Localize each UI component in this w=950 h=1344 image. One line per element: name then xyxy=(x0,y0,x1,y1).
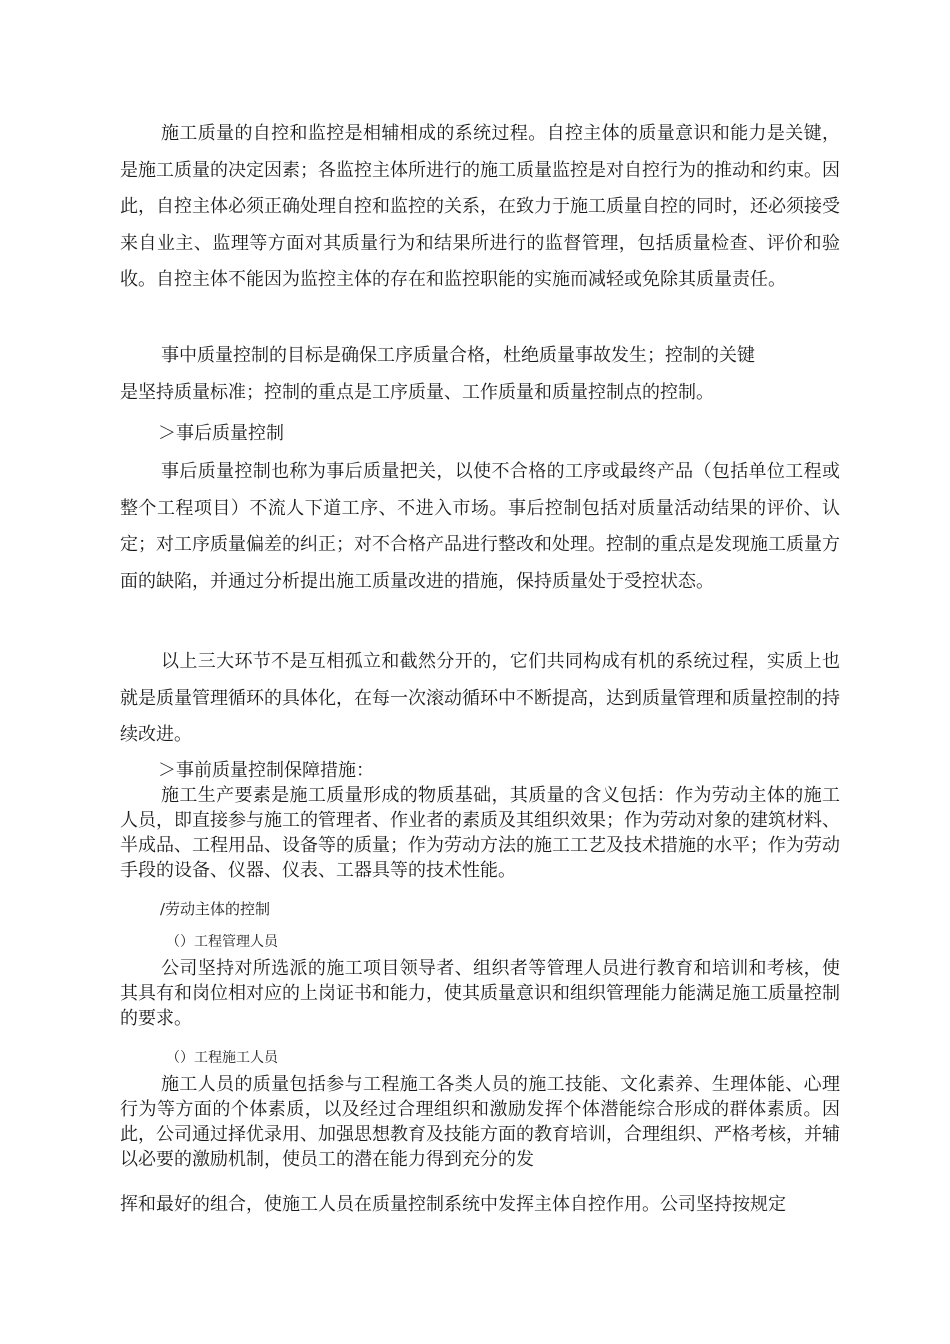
paragraph-post-control: 事后质量控制也称为事后质量把关，以使不合格的工序或最终产品（包括单位工程或整个工程项目）不流人下道工序、不进入市场。事后控制包括对质量活动结果的评价、认定；对工序质量偏差的纠正；对不合格产品进行整改和处理。控制的重点是发现施工质量方面的缺陷，并通过分析提出施工质量改进的措施，保持质量处于受控状态。 xyxy=(120,461,840,592)
paragraph-in-process-line1: 事中质量控制的目标是确保工序质量合格，杜绝质量事故发生；控制的关键 xyxy=(161,345,755,366)
paragraph-construction-workers: 施工人员的质量包括参与工程施工各类人员的施工技能、文化素养、生理体能、心理行为等方面的个体素质，以及经过合理组织和激励发挥个体潜能综合形成的群体素质。因此，公司通过择优录用、加强思想教育及技能方面的教育培训，合理组织、严格考核，并辅以必要的激励机制，使员工的潜在能力得到充分的发 xyxy=(120,1074,840,1170)
paragraph-production-factors: 施工生产要素是施工质量形成的物质基础，其质量的含义包括：作为劳动主体的施工人员，即直接参与施工的管理者、作业者的素质及其组织效果；作为劳动对象的建筑材料、半成品、工程用品、设备等的质量；作为劳动方法的施工工艺及技术措施的水平；作为劳动手段的设备、仪器、仪表、工器具等的技术性能。 xyxy=(120,785,840,881)
heading-construction-workers: （）工程施工人员 xyxy=(166,1050,278,1066)
paragraph-continuation: 挥和最好的组合，使施工人员在质量控制系统中发挥主体自控作用。公司坚持按规定 xyxy=(120,1194,786,1215)
paragraph-three-stages: 以上三大环节不是互相孤立和截然分开的，它们共同构成有机的系统过程，实质上也就是质量管理循环的具体化，在每一次滚动循环中不断提高，达到质量管理和质量控制的持续改进。 xyxy=(120,651,840,745)
heading-pre-control-measures: ＞事前质量控制保障措施： xyxy=(158,760,374,781)
paragraph-management-personnel: 公司坚持对所选派的施工项目领导者、组织者等管理人员进行教育和培训和考核，使其具有和岗位相对应的上岗证书和能力，使其质量意识和组织管理能力能满足施工质量控制的要求。 xyxy=(120,958,840,1029)
paragraph-in-process-line2: 是坚持质量标准；控制的重点是工序质量、工作质量和质量控制点的控制。 xyxy=(120,382,714,403)
heading-post-control: ＞事后质量控制 xyxy=(158,423,284,444)
heading-management-personnel: （）工程管理人员 xyxy=(166,934,278,950)
heading-labor-subject: /劳动主体的控制 xyxy=(160,900,271,918)
paragraph-self-control: 施工质量的自控和监控是相辅相成的系统过程。自控主体的质量意识和能力是关键，是施工质量的决定因素；各监控主体所进行的施工质量监控是对自控行为的推动和约束。因此，自控主体必须正确处理自控和监控的关系，在致力于施工质量自控的同时，还必须接受来自业主、监理等方面对其质量行为和结果所进行的监督管理，包括质量检查、评价和验收。自控主体不能因为监控主体的存在和监控职能的实施而减轻或免除其质量责任。 xyxy=(120,123,840,290)
